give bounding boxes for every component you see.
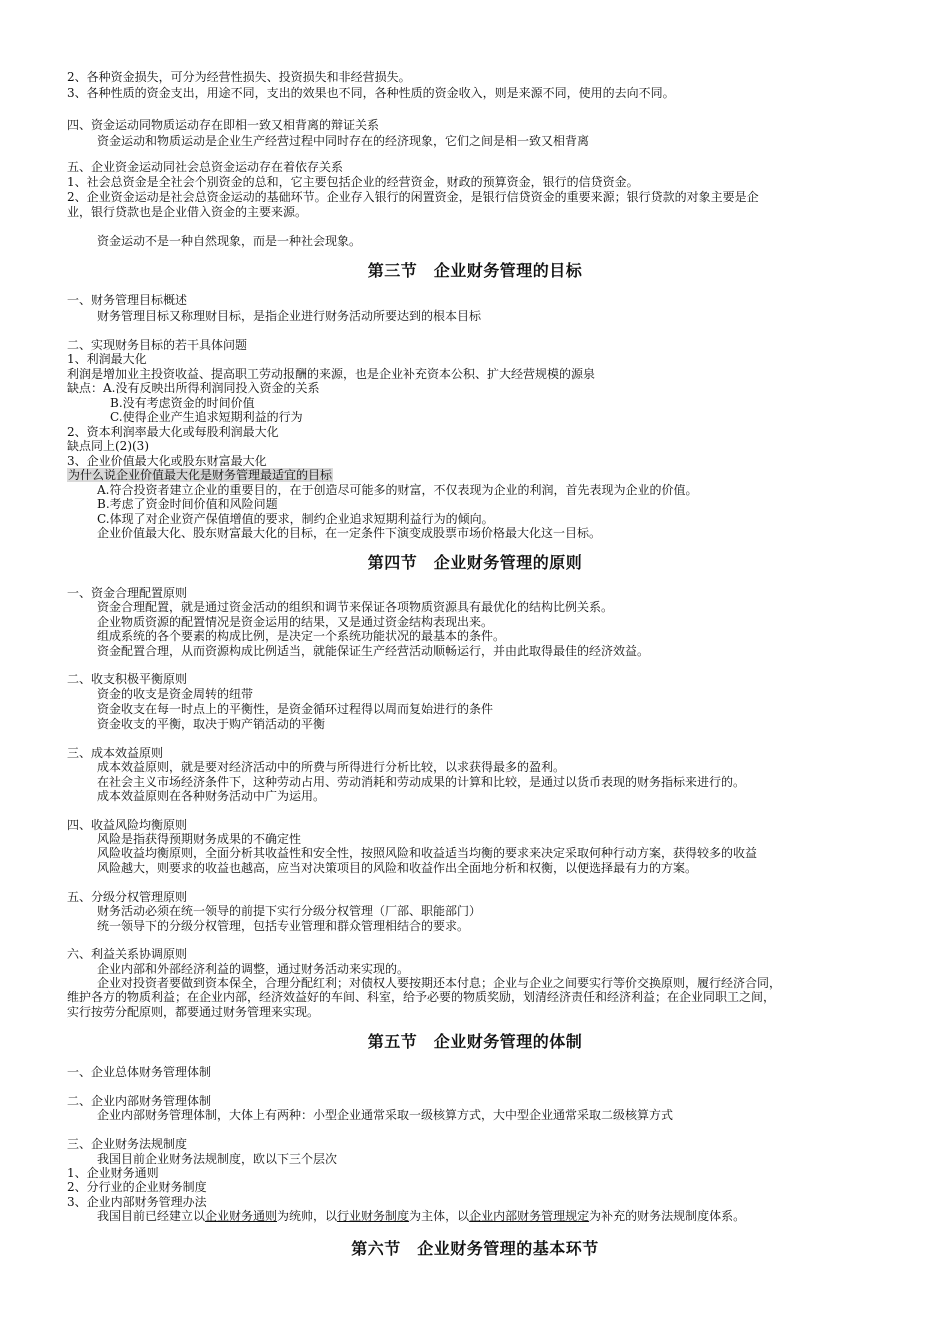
text-line: 1、利润最大化 xyxy=(67,352,147,366)
section-heading: 第三节 企业财务管理的目标 xyxy=(367,261,583,280)
text-line: 1、企业财务通则 xyxy=(67,1166,159,1180)
text-line: 3、企业内部财务管理办法 xyxy=(67,1195,207,1209)
section-heading: 第四节 企业财务管理的原则 xyxy=(367,553,583,572)
text-line: 二、企业内部财务管理体制 xyxy=(67,1094,212,1108)
text-line: 缺点同上(2)(3) xyxy=(67,439,149,453)
text-line: 成本效益原则，就是要对经济活动中的所费与所得进行分析比较，以求获得最多的盈利。 xyxy=(97,760,566,774)
text-line: 三、成本效益原则 xyxy=(67,746,164,760)
text-line: 资金运动不是一种自然现象，而是一种社会现象。 xyxy=(97,234,362,248)
text-line: C.使得企业产生追求短期利益的行为 xyxy=(110,410,303,424)
text-line: 维护各方的物质利益；在企业内部，经济效益好的车间、科室，给予必要的物质奖励，划清经济责任和经济利益；在企业同职工之间， xyxy=(67,990,776,1004)
text-line: 资金的收支是资金周转的纽带 xyxy=(97,687,254,701)
underlined-term: 行业财务制度 xyxy=(337,1209,410,1223)
text-line: 企业对投资者要做到资本保全，合理分配红利；对债权人要按期还本付息；企业与企业之间要实行等价交换原则，履行经济合同， xyxy=(97,976,782,990)
text-line: 企业价值最大化、股东财富最大化的目标，在一定条件下演变成股票市场价格最大化这一目标。 xyxy=(97,526,602,540)
text-line: 一、资金合理配置原则 xyxy=(67,586,188,600)
text-line: B.没有考虑资金的时间价值 xyxy=(110,396,255,410)
text-line: 企业物质资源的配置情况是资金运用的结果，又是通过资金结构表现出来。 xyxy=(97,615,494,629)
text-line: 2、分行业的企业财务制度 xyxy=(67,1180,207,1194)
summary-text: 为统帅，以 xyxy=(277,1209,338,1223)
text-line: C.体现了对企业资产保值增值的要求，制约企业追求短期利益行为的倾向。 xyxy=(97,512,494,526)
summary-text: 为补充的财务法规制度体系。 xyxy=(589,1209,746,1223)
text-line: 组成系统的各个要素的构成比例，是决定一个系统功能状况的最基本的条件。 xyxy=(97,629,506,643)
summary-text: 为主体，以 xyxy=(409,1209,470,1223)
text-line: 2、各种资金损失，可分为经营性损失、投资损失和非经营损失。 xyxy=(67,70,411,84)
text-line: 财务活动必须在统一领导的前提下实行分级分权管理（厂部、职能部门） xyxy=(97,904,482,918)
text-line: 资金配置合理，从而资源构成比例适当，就能保证生产经营活动顺畅运行，并由此取得最佳的经济效益。 xyxy=(97,644,650,658)
section-heading: 第五节 企业财务管理的体制 xyxy=(367,1032,583,1051)
text-line: 成本效益原则在各种财务活动中广为运用。 xyxy=(97,789,326,803)
text-line: 五、企业资金运动同社会总资金运动存在着依存关系 xyxy=(67,160,344,174)
text-line: 一、企业总体财务管理体制 xyxy=(67,1065,212,1079)
underlined-term: 企业财务通则 xyxy=(205,1209,278,1223)
summary-text: 我国目前已经建立以 xyxy=(97,1209,206,1223)
text-line: 业，银行贷款也是企业借入资金的主要来源。 xyxy=(67,205,308,219)
text-line: B.考虑了资金时间价值和风险问题 xyxy=(97,497,278,511)
text-line: 资金收支的平衡，取决于购产销活动的平衡 xyxy=(97,717,326,731)
text-line: 1、社会总资金是全社会个别资金的总和，它主要包括企业的经营资金，财政的预算资金，银行的信贷资金。 xyxy=(67,175,639,189)
text-line: 四、收益风险均衡原则 xyxy=(67,818,188,832)
text-line: 2、企业资金运动是社会总资金运动的基础环节。企业存入银行的闲置资金，是银行信贷资金的重要来源；银行贷款的对象主要是企 xyxy=(67,190,759,204)
text-line: 在社会主义市场经济条件下，这种劳动占用、劳动消耗和劳动成果的计算和比较，是通过以货币表现的财务指标来进行的。 xyxy=(97,775,746,789)
text-line: 二、实现财务目标的若干具体问题 xyxy=(67,338,248,352)
text-line: 企业内部和外部经济利益的调整，通过财务活动来实现的。 xyxy=(97,962,410,976)
text-line: 六、利益关系协调原则 xyxy=(67,947,188,961)
text-line: 二、收支积极平衡原则 xyxy=(67,672,188,686)
text-line: 财务管理目标又称理财目标，是指企业进行财务活动所要达到的根本目标 xyxy=(97,309,482,323)
text-line: 三、企业财务法规制度 xyxy=(67,1137,188,1151)
text-line: 四、资金运动同物质运动存在即相一致又相背离的辩证关系 xyxy=(67,118,380,132)
text-line: 3、企业价值最大化或股东财富最大化 xyxy=(67,454,267,468)
text-line: A.符合投资者建立企业的重要目的，在于创造尽可能多的财富，不仅表现为企业的利润，首先表现为企业的价值。 xyxy=(97,483,698,497)
text-line: 我国目前企业财务法规制度，欧以下三个层次 xyxy=(97,1152,338,1166)
text-line: 利润是增加业主投资收益、提高职工劳动报酬的来源，也是企业补充资本公积、扩大经营规模的源泉 xyxy=(67,367,596,381)
highlighted-question xyxy=(67,468,333,482)
section-heading: 第六节 企业财务管理的基本环节 xyxy=(351,1239,599,1258)
highlighted-text: 为什么说企业价值最大化是财务管理最适宜的目标 xyxy=(68,468,333,482)
text-line: 统一领导下的分级分权管理，包括专业管理和群众管理相结合的要求。 xyxy=(97,919,470,933)
text-line: 资金运动和物质运动是企业生产经营过程中同时存在的经济现象，它们之间是相一致又相背离 xyxy=(97,134,590,148)
text-line: 风险越大，则要求的收益也越高，应当对决策项目的风险和收益作出全面地分析和权衡，以便选择最有力的方案。 xyxy=(97,861,698,875)
final-summary-line xyxy=(97,1209,745,1223)
text-line: 资金合理配置，就是通过资金活动的组织和调节来保证各项物质资源具有最优化的结构比例关系。 xyxy=(97,600,614,614)
text-line: 2、资本利润率最大化或每股利润最大化 xyxy=(67,425,279,439)
underlined-term: 企业内部财务管理规定 xyxy=(469,1209,590,1223)
text-line: 实行按劳分配原则，都要通过财务管理来实现。 xyxy=(67,1005,320,1019)
text-line: 资金收支在每一时点上的平衡性，是资金循环过程得以周而复始进行的条件 xyxy=(97,702,494,716)
text-line: 风险是指获得预期财务成果的不确定性 xyxy=(97,832,302,846)
text-line: 缺点：A.没有反映出所得利润同投入资金的关系 xyxy=(67,381,320,395)
text-line: 3、各种性质的资金支出，用途不同，支出的效果也不同，各种性质的资金收入，则是来源不同，使用的去向不同。 xyxy=(67,86,675,100)
text-line: 企业内部财务管理体制，大体上有两种：小型企业通常采取一级核算方式，大中型企业通常采取二级核算方式 xyxy=(97,1108,674,1122)
text-line: 一、财务管理目标概述 xyxy=(67,293,188,307)
text-line: 五、分级分权管理原则 xyxy=(67,890,188,904)
text-line: 风险收益均衡原则，全面分析其收益性和安全性，按照风险和收益适当均衡的要求来决定采取何种行动方案，获得较多的收益 xyxy=(97,846,758,860)
